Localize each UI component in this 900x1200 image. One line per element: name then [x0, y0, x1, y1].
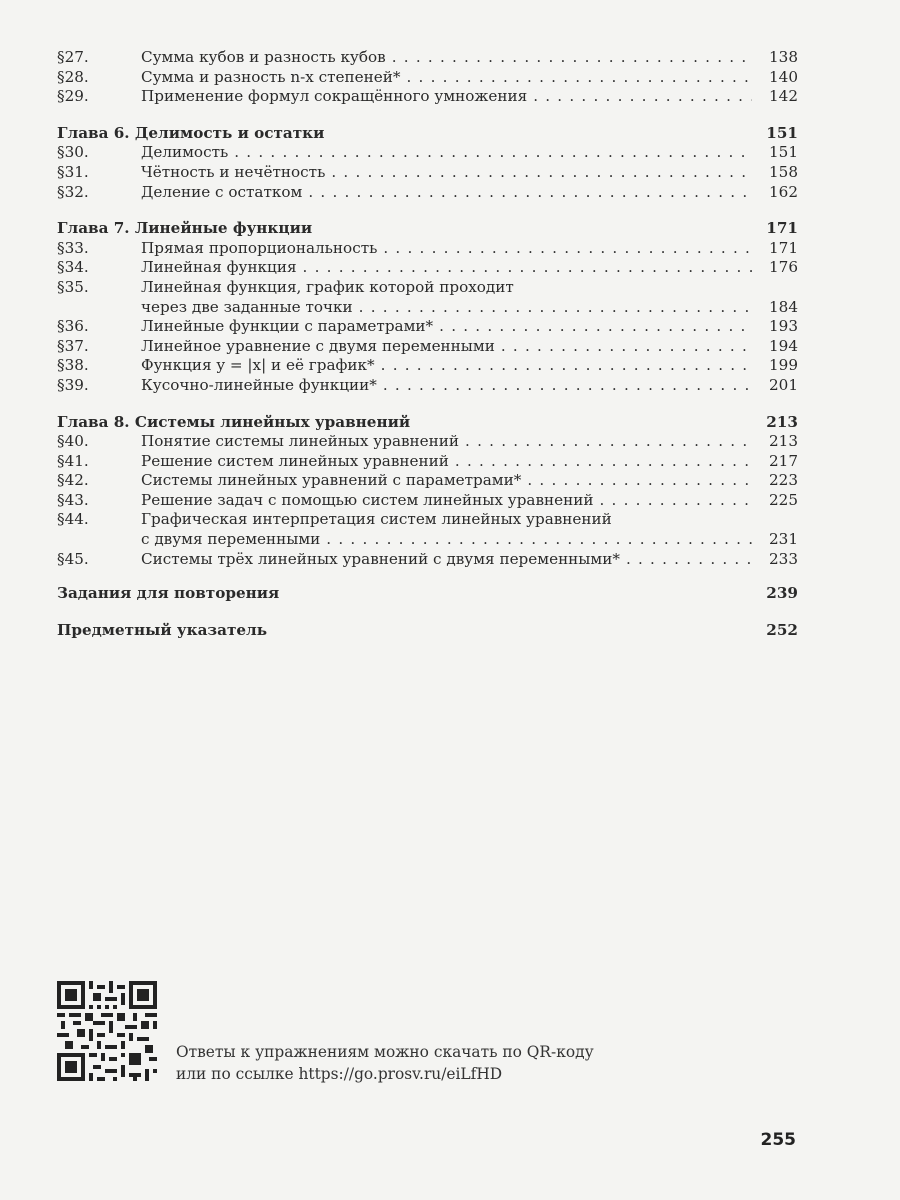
leader-dots [383, 239, 752, 259]
leader-dots [303, 258, 752, 278]
page-ref: 193 [769, 317, 798, 336]
page-ref: 171 [766, 219, 798, 238]
section-title: Системы линейных уравнений с параметрами* [141, 471, 522, 490]
toc-entry[interactable] [57, 239, 798, 259]
section-number: §34. [57, 258, 89, 277]
toc-entry[interactable] [57, 452, 798, 472]
section-title: Графическая интерпретация систем линейных уравнений [141, 510, 612, 529]
section-number: §44. [57, 510, 89, 529]
toc-entry-continuation[interactable] [57, 298, 798, 318]
page-ref: 140 [769, 67, 798, 86]
chapter-title: Глава 8. Системы линейных уравнений [57, 412, 411, 431]
section-title: Прямая пропорциональность [141, 238, 378, 257]
section-number: §39. [57, 375, 89, 394]
page-number: 255 [760, 1130, 796, 1150]
page-ref: 225 [769, 490, 798, 509]
section-title: Решение систем линейных уравнений [141, 451, 449, 470]
section-number: §41. [57, 451, 89, 470]
toc-entry[interactable] [57, 432, 798, 452]
section-title: Деление с остатком [141, 182, 303, 201]
toc-entry[interactable] [57, 471, 798, 491]
toc-entry[interactable] [57, 491, 798, 511]
toc-entry[interactable] [57, 68, 798, 88]
section-number: §28. [57, 67, 89, 86]
page-ref: 213 [769, 432, 798, 451]
leader-dots [381, 356, 752, 376]
leader-dots [326, 530, 752, 550]
chapter-heading[interactable] [57, 219, 798, 239]
leader-dots [455, 452, 752, 472]
section-title: Линейная функция, график которой проходит [141, 277, 514, 296]
section-number: §27. [57, 48, 89, 66]
section-title: Понятие системы линейных уравнений [141, 432, 460, 451]
page-ref: 184 [769, 297, 798, 316]
toc-entry[interactable] [57, 143, 798, 163]
toc-entry[interactable] [57, 337, 798, 357]
leader-dots [626, 550, 752, 570]
answers-note-line1: Ответы к упражнениям можно скачать по QR-коду [176, 1043, 594, 1061]
page-ref: 223 [769, 471, 798, 490]
section-title: Применение формул сокращённого умножения [141, 87, 528, 106]
leader-dots [527, 471, 752, 491]
index-title: Предметный указатель [57, 620, 268, 639]
answers-note [176, 1041, 594, 1085]
toc-entry[interactable] [57, 163, 798, 183]
page-ref: 233 [769, 549, 798, 568]
section-number: §31. [57, 162, 89, 181]
chapter-heading[interactable] [57, 413, 798, 433]
chapter-title: Глава 7. Линейные функции [57, 219, 313, 238]
section-number: §43. [57, 490, 89, 509]
section-title: Кусочно-линейные функции* [141, 375, 377, 394]
page-ref: 199 [769, 356, 798, 375]
table-of-contents [57, 48, 798, 640]
leader-dots [392, 48, 752, 68]
page-ref: 176 [769, 258, 798, 277]
toc-entry[interactable] [57, 48, 798, 68]
toc-entry[interactable] [57, 376, 798, 396]
section-number: §35. [57, 277, 89, 296]
section-number: §32. [57, 182, 89, 201]
leader-dots [407, 68, 753, 88]
review-heading[interactable] [57, 584, 798, 604]
section-title-cont: через две заданные точки [141, 297, 353, 316]
page-ref: 201 [769, 375, 798, 394]
leader-dots [465, 432, 752, 452]
section-title: Чётность и нечётность [141, 162, 326, 181]
leader-dots [234, 143, 752, 163]
section-title: Функция y = |x| и её график* [141, 356, 375, 375]
section-number: §29. [57, 87, 89, 106]
toc-entry-continuation[interactable] [57, 530, 798, 550]
leader-dots [383, 376, 752, 396]
leader-dots [501, 337, 752, 357]
leader-dots [533, 87, 752, 107]
toc-entry[interactable] [57, 278, 798, 298]
review-title: Задания для повторения [57, 584, 280, 603]
section-number: §45. [57, 549, 89, 568]
section-number: §37. [57, 336, 89, 355]
leader-dots [439, 317, 752, 337]
leader-dots [331, 163, 752, 183]
page-ref: 142 [769, 87, 798, 106]
leader-dots [359, 298, 752, 318]
chapter-title: Глава 6. Делимость и остатки [57, 123, 325, 142]
toc-entry[interactable] [57, 356, 798, 376]
page-ref: 138 [769, 48, 798, 66]
section-number: §36. [57, 317, 89, 336]
page-ref: 158 [769, 162, 798, 181]
qr-code-icon[interactable] [57, 981, 157, 1081]
section-number: §33. [57, 238, 89, 257]
toc-entry[interactable] [57, 550, 798, 570]
section-number: §42. [57, 471, 89, 490]
page-ref: 213 [766, 412, 798, 431]
section-number: §30. [57, 143, 89, 162]
toc-entry[interactable] [57, 317, 798, 337]
leader-dots [600, 491, 753, 511]
section-title: Сумма кубов и разность кубов [141, 48, 386, 66]
page-ref: 162 [769, 182, 798, 201]
section-number: §40. [57, 432, 89, 451]
section-title: Решение задач с помощью систем линейных уравнений [141, 490, 594, 509]
toc-entry[interactable] [57, 183, 798, 203]
toc-entry[interactable] [57, 510, 798, 530]
answers-link[interactable]: или по ссылке https://go.prosv.ru/eiLfHD [176, 1065, 503, 1083]
page-ref: 231 [769, 530, 798, 549]
page-ref: 171 [769, 238, 798, 257]
chapter-heading[interactable] [57, 124, 798, 144]
page-ref: 151 [766, 123, 798, 142]
page-ref: 151 [769, 143, 798, 162]
section-title: Линейное уравнение с двумя переменными [141, 336, 495, 355]
section-number: §38. [57, 356, 89, 375]
section-title: Делимость [141, 143, 229, 162]
section-title: Системы трёх линейных уравнений с двумя переменными* [141, 549, 620, 568]
section-title: Сумма и разность n-x степеней* [141, 67, 401, 86]
page-ref: 194 [769, 336, 798, 355]
page-ref: 239 [766, 584, 798, 603]
section-title: Линейные функции с параметрами* [141, 317, 434, 336]
index-heading[interactable] [57, 621, 798, 641]
page-ref: 252 [766, 620, 798, 639]
leader-dots [308, 183, 752, 203]
section-title: Линейная функция [141, 258, 297, 277]
page-ref: 217 [769, 451, 798, 470]
toc-entry[interactable] [57, 87, 798, 107]
section-title-cont: с двумя переменными [141, 530, 321, 549]
toc-entry[interactable] [57, 258, 798, 278]
